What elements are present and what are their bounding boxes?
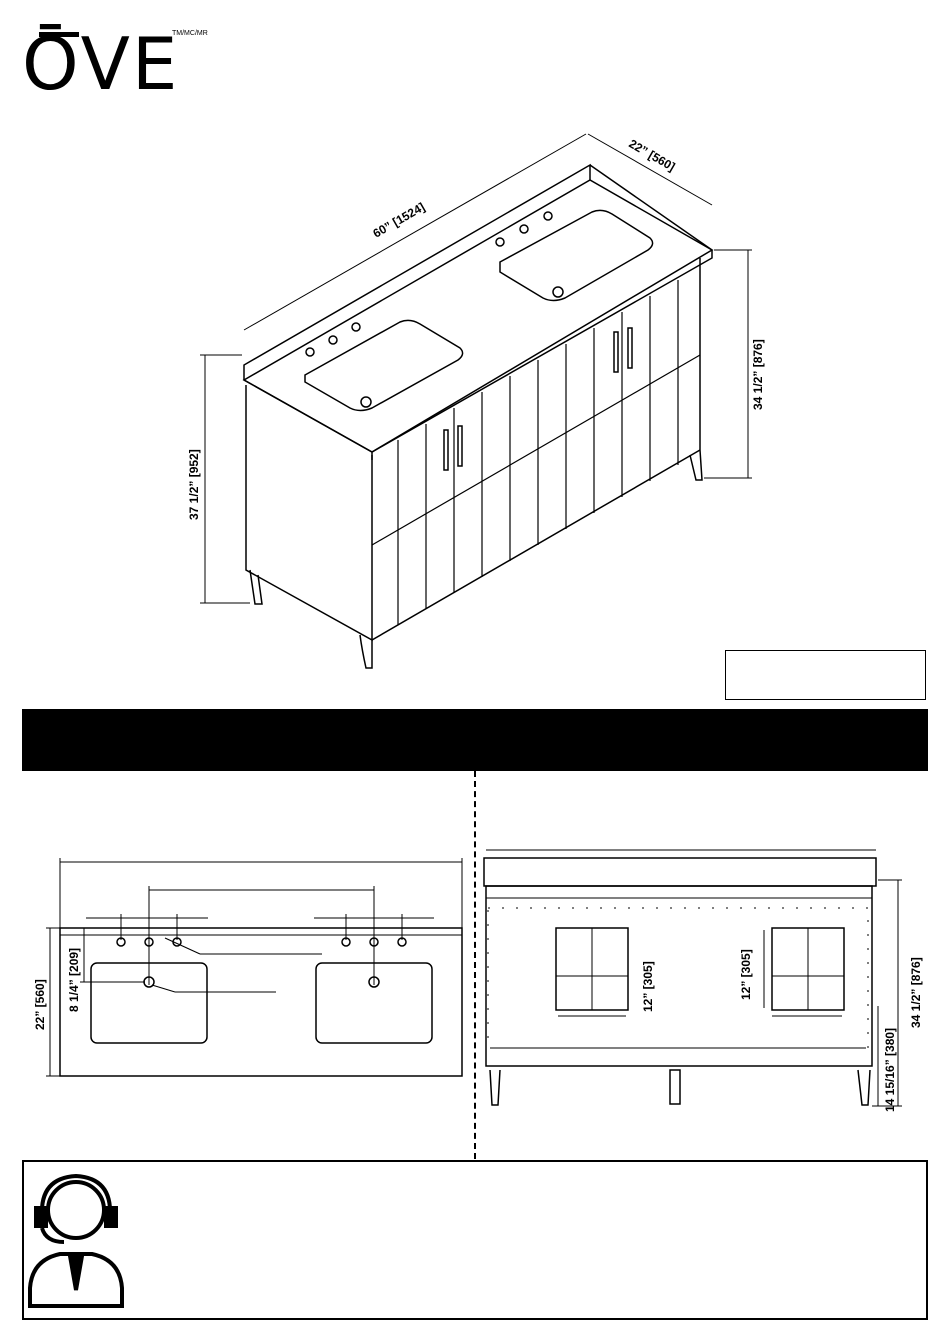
dim-back-height: 34 1/2” [876]: [909, 957, 923, 1028]
drain-pipe: [670, 1070, 680, 1104]
top-view-drawing: [0, 780, 474, 1160]
back-view-drawing: [474, 780, 950, 1160]
sink-left: [305, 320, 463, 410]
dim-width: 60” [1524]: [370, 199, 428, 241]
dim-overall-height: 37 1/2” [952]: [187, 449, 201, 520]
countertop-top: [244, 180, 712, 452]
door-handle-left: [444, 430, 448, 470]
dim-counter-height: 34 1/2” [876]: [751, 339, 765, 410]
sink-right: [500, 210, 653, 300]
dim-top-depth: 22” [560]: [33, 979, 47, 1030]
door-handle-left-2: [458, 426, 462, 466]
cabinet-slats: [372, 280, 700, 625]
leg-front: [360, 635, 372, 668]
backsplash-outline: [484, 858, 876, 886]
dim-floor-clearance: 14 15/16” [380]: [883, 1027, 897, 1112]
customer-support-icon: [26, 1170, 128, 1310]
trademark-label: TM/MC/MR: [172, 30, 208, 37]
door-handle-right-2: [628, 328, 632, 368]
door-handle-right: [614, 332, 618, 372]
dim-depth: 22” [560]: [626, 136, 678, 174]
dim-faucet-offset: 8 1/4” [209]: [67, 947, 81, 1012]
support-box: [22, 1160, 928, 1320]
countertop-outline: [60, 928, 462, 1076]
dim-cutout-right: 12” [305]: [739, 949, 753, 1000]
leg-back-left: [490, 1070, 500, 1105]
leg-back-right: [858, 1070, 870, 1105]
cabinet-front: [246, 385, 372, 640]
dim-cutout-left: 12” [305]: [641, 961, 655, 1012]
section-banner: [22, 709, 928, 771]
model-number-box: [725, 650, 926, 700]
brand-logo: ŌVE: [22, 22, 180, 106]
